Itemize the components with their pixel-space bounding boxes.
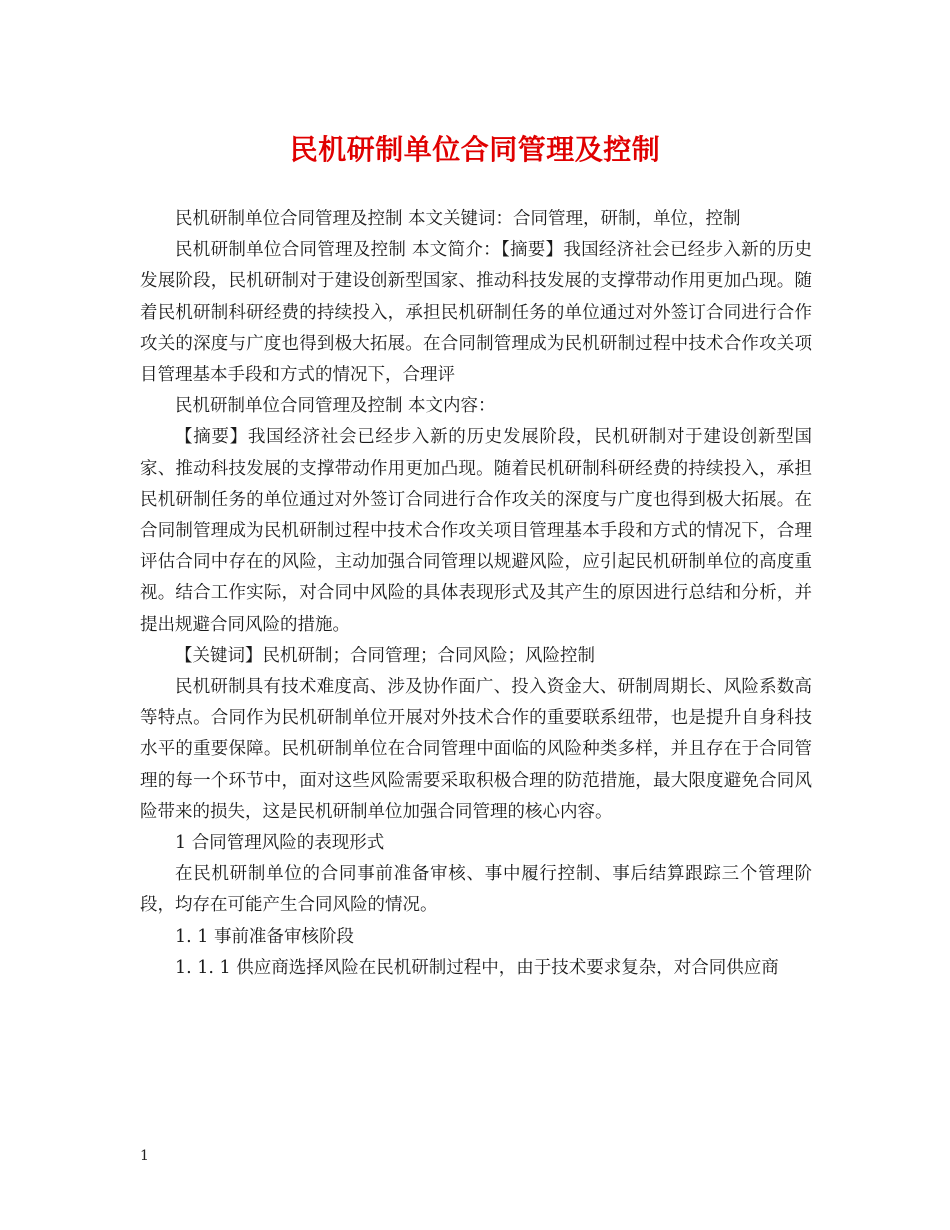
section-heading-1: 1 合同管理风险的表现形式: [175, 833, 385, 854]
summary-paragraph: 民机研制单位合同管理及控制 本文简介：【摘要】我国经济社会已经步入新的历史发展阶段，民机研制对于建设创新型国家、推动科技发展的支撑带动作用更加凸现。随着民机研制科研经费的持续投入，承担民机研制任务的单位通过对外签订合同进行合作攻关的深度与广度也得到极大拓展。在合同制管理成为民机研制过程中技术合作攻关项目管理基本手段和方式的情况下，合理评: [140, 240, 812, 386]
subsection-heading-1-1: 1. 1 事前准备审核阶段: [175, 926, 354, 947]
page-number: 1: [140, 1148, 149, 1164]
document-title: 民机研制单位合同管理及控制: [289, 133, 661, 166]
section-1-paragraph: 在民机研制单位的合同事前准备审核、事中履行控制、事后结算跟踪三个管理阶段，均存在可能产生合同风险的情况。: [140, 864, 812, 916]
intro-paragraph: 民机研制具有技术难度高、涉及协作面广、投入资金大、研制周期长、风险系数高等特点。合同作为民机研制单位开展对外技术合作的重要联系纽带，也是提升自身科技水平的重要保障。民机研制单位在合同管理中面临的风险种类多样，并且存在于合同管理的每一个环节中，面对这些风险需要采取积极合理的防范措施，最大限度避免合同风险带来的损失，这是民机研制单位加强合同管理的核心内容。: [140, 677, 812, 822]
content-heading-paragraph: 民机研制单位合同管理及控制 本文内容：: [175, 396, 496, 417]
subsection-1-1-1-paragraph: 1. 1. 1 供应商选择风险在民机研制过程中，由于技术要求复杂，对合同供应商: [175, 957, 779, 978]
abstract-paragraph: 【摘要】我国经济社会已经步入新的历史发展阶段，民机研制对于建设创新型国家、推动科技发展的支撑带动作用更加凸现。随着民机研制科研经费的持续投入，承担民机研制任务的单位通过对外签订合同进行合作攻关的深度与广度也得到极大拓展。在合同制管理成为民机研制过程中技术合作攻关项目管理基本手段和方式的情况下，合理评估合同中存在的风险，主动加强合同管理以规避风险，应引起民机研制单位的高度重视。结合工作实际，对合同中风险的具体表现形式及其产生的原因进行总结和分析，并提出规避合同风险的措施。: [140, 427, 812, 635]
key-terms-paragraph: 【关键词】民机研制；合同管理；合同风险；风险控制: [175, 645, 595, 666]
document-body: [140, 204, 812, 984]
keywords-paragraph: 民机研制单位合同管理及控制 本文关键词：合同管理，研制，单位，控制: [175, 209, 741, 229]
